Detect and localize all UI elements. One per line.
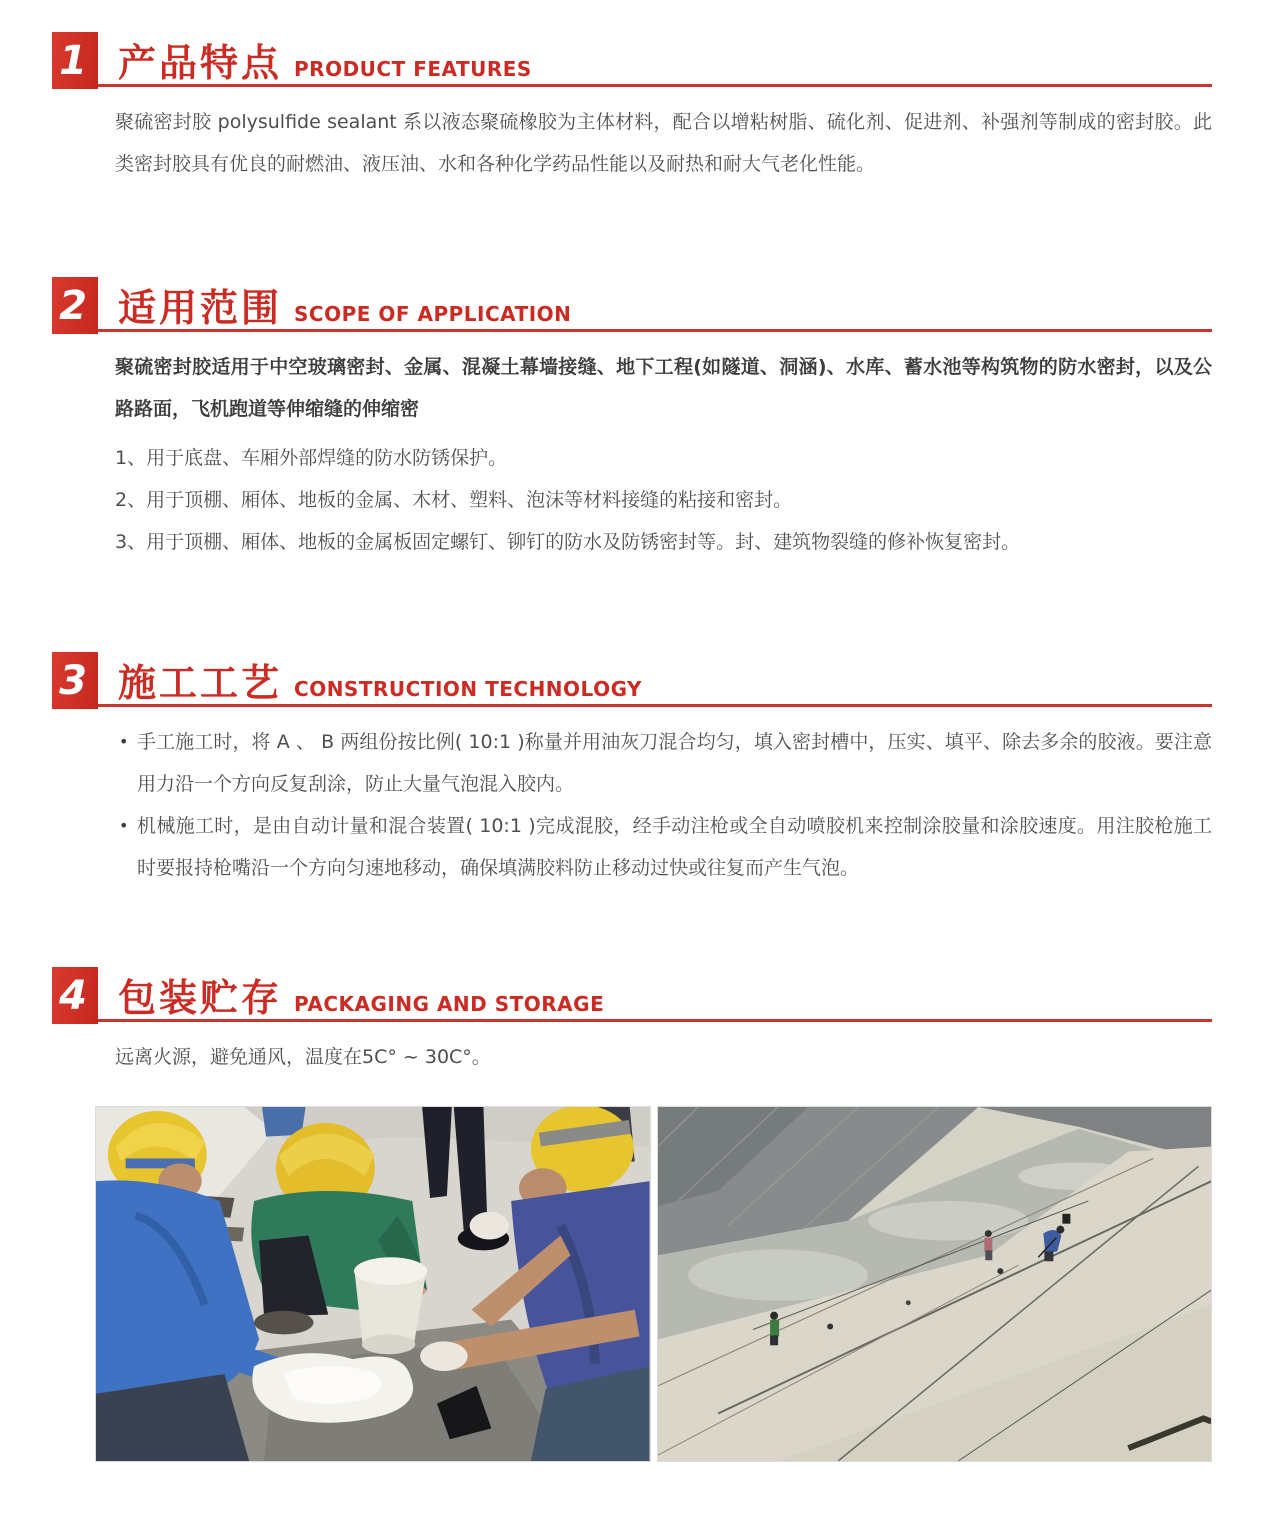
section-title-en: CONSTRUCTION TECHNOLOGY bbox=[294, 677, 643, 701]
construction-steps bbox=[115, 721, 1212, 889]
section-title-zh: 产品特点 bbox=[118, 41, 283, 85]
bullet-item bbox=[119, 805, 1212, 889]
list-item: 1、用于底盘、车厢外部焊缝的防水防锈保护。 bbox=[115, 447, 508, 469]
section-title-zh: 施工工艺 bbox=[118, 661, 283, 705]
section-title-en: PACKAGING AND STORAGE bbox=[294, 992, 605, 1016]
section-header bbox=[52, 30, 1212, 87]
bullet-text: 机械施工时，是由自动计量和混合装置( 10:1 )完成混胶，经手动注枪或全自动喷胶机来控制涂胶量和涂胶速度。用注胶枪施工时要报持枪嘴沿一个方向匀速地移动，确保填满胶料防止移动过快或往复而产生气泡。 bbox=[137, 815, 1212, 879]
bullet-text: 手工施工时，将 A 、 B 两组份按比例( 10:1 )称量并用油灰刀混合均匀，填入密封槽中，压实、填平、除去多余的胶液。要注意用力沿一个方向反复刮涂，防止大量气泡混入胶内。 bbox=[137, 731, 1212, 795]
section-packaging-and-storage bbox=[52, 965, 1212, 1078]
list-item: 3、用于顶棚、厢体、地板的金属板固定螺钉、铆钉的防水及防锈密封等。封、建筑物裂缝的修补恢复密封。 bbox=[115, 531, 1021, 553]
photo-concrete-slope-joint-sealing bbox=[657, 1106, 1213, 1462]
section-title-zh: 适用范围 bbox=[118, 286, 283, 330]
bullet-marker: • bbox=[119, 732, 129, 751]
section-number-badge bbox=[52, 32, 98, 89]
section-body bbox=[115, 346, 1212, 562]
section-scope-of-application bbox=[52, 275, 1212, 562]
section-number: 4 bbox=[59, 972, 87, 1019]
paragraph: 聚硫密封胶 polysulfide sealant 系以液态聚硫橡胶为主体材料，配合以增粘树脂、硫化剂、促进剂、补强剂等制成的密封胶。此类密封胶具有优良的耐燃油、液压油、水和各种化学药品性能以及耐热和耐大气老化性能。 bbox=[115, 111, 1212, 175]
section-number: 2 bbox=[59, 282, 87, 329]
section-number-badge bbox=[52, 277, 98, 334]
section-number-badge bbox=[52, 967, 98, 1024]
photo-workers-applying-sealant bbox=[95, 1106, 651, 1462]
photo-row bbox=[95, 1106, 1212, 1462]
section-title-en: SCOPE OF APPLICATION bbox=[294, 302, 572, 326]
section-title-en: PRODUCT FEATURES bbox=[294, 57, 532, 81]
list-item: 2、用于顶棚、厢体、地板的金属、木材、塑料、泡沫等材料接缝的粘接和密封。 bbox=[115, 489, 793, 511]
paragraph: 远离火源，避免通风，温度在5C° ~ 30C°。 bbox=[115, 1046, 491, 1068]
section-title-zh: 包装贮存 bbox=[118, 976, 283, 1020]
bullet-marker: • bbox=[119, 816, 129, 835]
section-body bbox=[115, 1036, 1212, 1078]
section-header bbox=[52, 965, 1212, 1022]
section-number: 3 bbox=[59, 657, 87, 704]
section-construction-technology bbox=[52, 650, 1212, 889]
section-number-badge bbox=[52, 652, 98, 709]
section-header bbox=[52, 275, 1212, 332]
section-body bbox=[115, 101, 1212, 185]
application-list bbox=[115, 438, 1212, 562]
lead-paragraph: 聚硫密封胶适用于中空玻璃密封、金属、混凝土幕墙接缝、地下工程(如隧道、洞涵)、水库、蓄水池等构筑物的防水密封，以及公路路面，飞机跑道等伸缩缝的伸缩密 bbox=[115, 356, 1212, 420]
section-header bbox=[52, 650, 1212, 707]
section-number: 1 bbox=[59, 37, 87, 84]
section-body bbox=[115, 721, 1212, 889]
section-product-features bbox=[52, 30, 1212, 185]
bullet-item bbox=[119, 721, 1212, 805]
